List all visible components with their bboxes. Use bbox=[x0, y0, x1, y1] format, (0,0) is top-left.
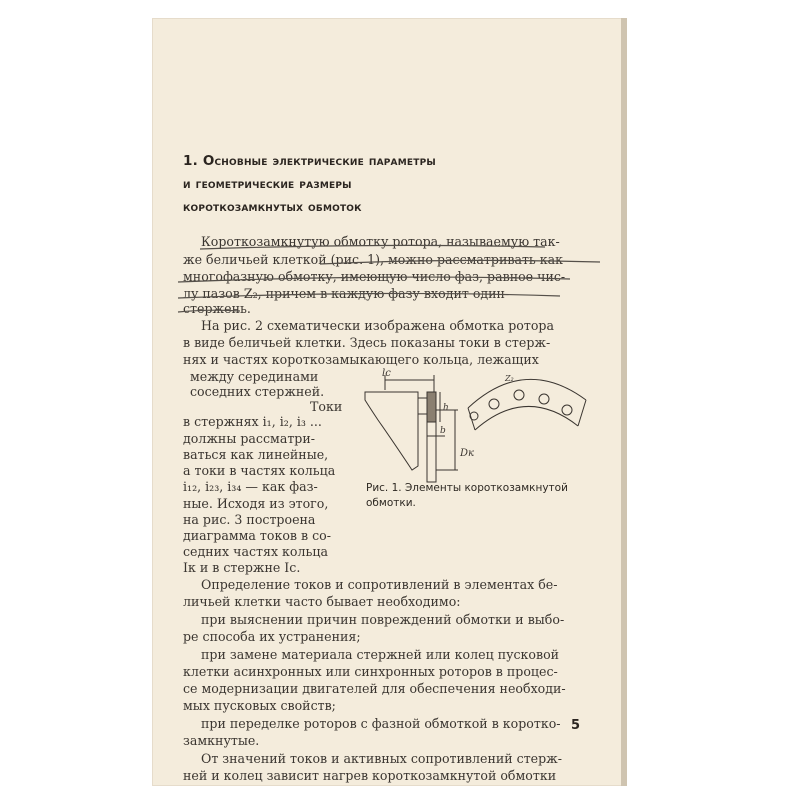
text-line: же беличьей клеткой (рис. 1), можно рассматривать как bbox=[183, 252, 564, 267]
text-line: личьей клетки часто бывает необходимо: bbox=[183, 594, 461, 609]
text-line: а токи в частях кольца bbox=[183, 463, 336, 478]
ring-cut-line bbox=[578, 400, 586, 426]
figure-caption bbox=[366, 481, 596, 511]
underline-mark bbox=[320, 260, 600, 264]
ring-outer-arc bbox=[468, 379, 586, 408]
text-line: на рис. 3 построена bbox=[183, 512, 316, 527]
text-line: седних частях кольца bbox=[183, 544, 328, 559]
text-line: мых пусковых свойств; bbox=[183, 698, 336, 713]
caption-line-1: Рис. 1. Элементы короткозамкнутой bbox=[366, 482, 568, 494]
text-line: нях и частях короткозамыкающего кольца, лежащих bbox=[183, 352, 539, 367]
text-line: должны рассматри- bbox=[183, 431, 316, 446]
rotor-bar-circle bbox=[562, 405, 572, 415]
rotor-bar-circle bbox=[489, 399, 499, 409]
text-line: при выяснении причин повреждений обмотки и выбо- bbox=[201, 612, 565, 627]
label-z2: Z₂ bbox=[505, 374, 514, 383]
ring-hatch bbox=[427, 392, 436, 422]
text-line: между серединами bbox=[190, 369, 319, 384]
text-line: при переделке роторов с фазной обмоткой в коротко- bbox=[201, 716, 561, 731]
caption-line-2: обмотки. bbox=[366, 497, 416, 509]
underline-mark bbox=[200, 245, 545, 249]
underline-mark bbox=[178, 293, 560, 298]
text-line: при замене материала стержней или колец пусковой bbox=[201, 647, 560, 662]
text-line: многофазную обмотку, имеющую число фаз, равное чис- bbox=[183, 269, 566, 284]
text-line: От значений токов и активных сопротивлений стерж- bbox=[201, 751, 563, 766]
heading-line-2: и геометрические размеры bbox=[183, 176, 352, 192]
rotor-core-profile bbox=[365, 392, 418, 470]
label-b: b bbox=[440, 426, 446, 436]
text-line: соседних стержней. bbox=[190, 384, 325, 399]
text-line: диаграмма токов в со- bbox=[183, 528, 332, 543]
underline-mark bbox=[178, 310, 240, 312]
text-line: Короткозамкнутую обмотку ротора, называемую так- bbox=[201, 234, 560, 249]
heading-line-1: 1. Основные электрические параметры bbox=[183, 153, 436, 169]
text-line: Токи bbox=[310, 399, 343, 414]
text-line: стержень. bbox=[183, 301, 251, 316]
text-line: На рис. 2 схематически изображена обмотка ротора bbox=[201, 318, 554, 333]
text-line: Iк и в стержне Iс. bbox=[183, 560, 301, 575]
text-line: ре способа их устранения; bbox=[183, 629, 361, 644]
text-line: ваться как линейные, bbox=[183, 447, 329, 462]
rotor-bar-circle bbox=[470, 412, 478, 420]
rotor-bar-circle bbox=[539, 394, 549, 404]
text-line: клетки асинхронных или синхронных роторов в процес- bbox=[183, 664, 558, 679]
ring-inner-arc bbox=[475, 406, 578, 430]
underline-mark bbox=[178, 277, 570, 282]
heading-line-3: короткозамкнутых обмоток bbox=[183, 199, 362, 215]
text-line: в виде беличьей клетки. Здесь показаны токи в стерж- bbox=[183, 335, 551, 350]
text-line: ней и колец зависит нагрев короткозамкнутой обмотки bbox=[183, 768, 557, 783]
rotor-bar-circle bbox=[514, 390, 524, 400]
label-lc: lс bbox=[382, 368, 391, 379]
text-line: Определение токов и сопротивлений в элементах бе- bbox=[201, 577, 558, 592]
text-line: ные. Исходя из этого, bbox=[183, 496, 329, 511]
text-line: се модернизации двигателей для обеспечения необходи- bbox=[183, 681, 566, 696]
text-line: i₁₂, i₂₃, i₃₄ — как фаз- bbox=[183, 479, 318, 494]
label-h: h bbox=[443, 403, 449, 413]
text-line: лу пазов Z₂, причем в каждую фазу входит один bbox=[183, 286, 505, 301]
text-line: в стержнях i₁, i₂, i₃ ... bbox=[183, 414, 322, 429]
text-line: замкнутые. bbox=[183, 733, 260, 748]
label-dk: Dк bbox=[460, 448, 474, 459]
page-number: 5 bbox=[571, 718, 581, 733]
